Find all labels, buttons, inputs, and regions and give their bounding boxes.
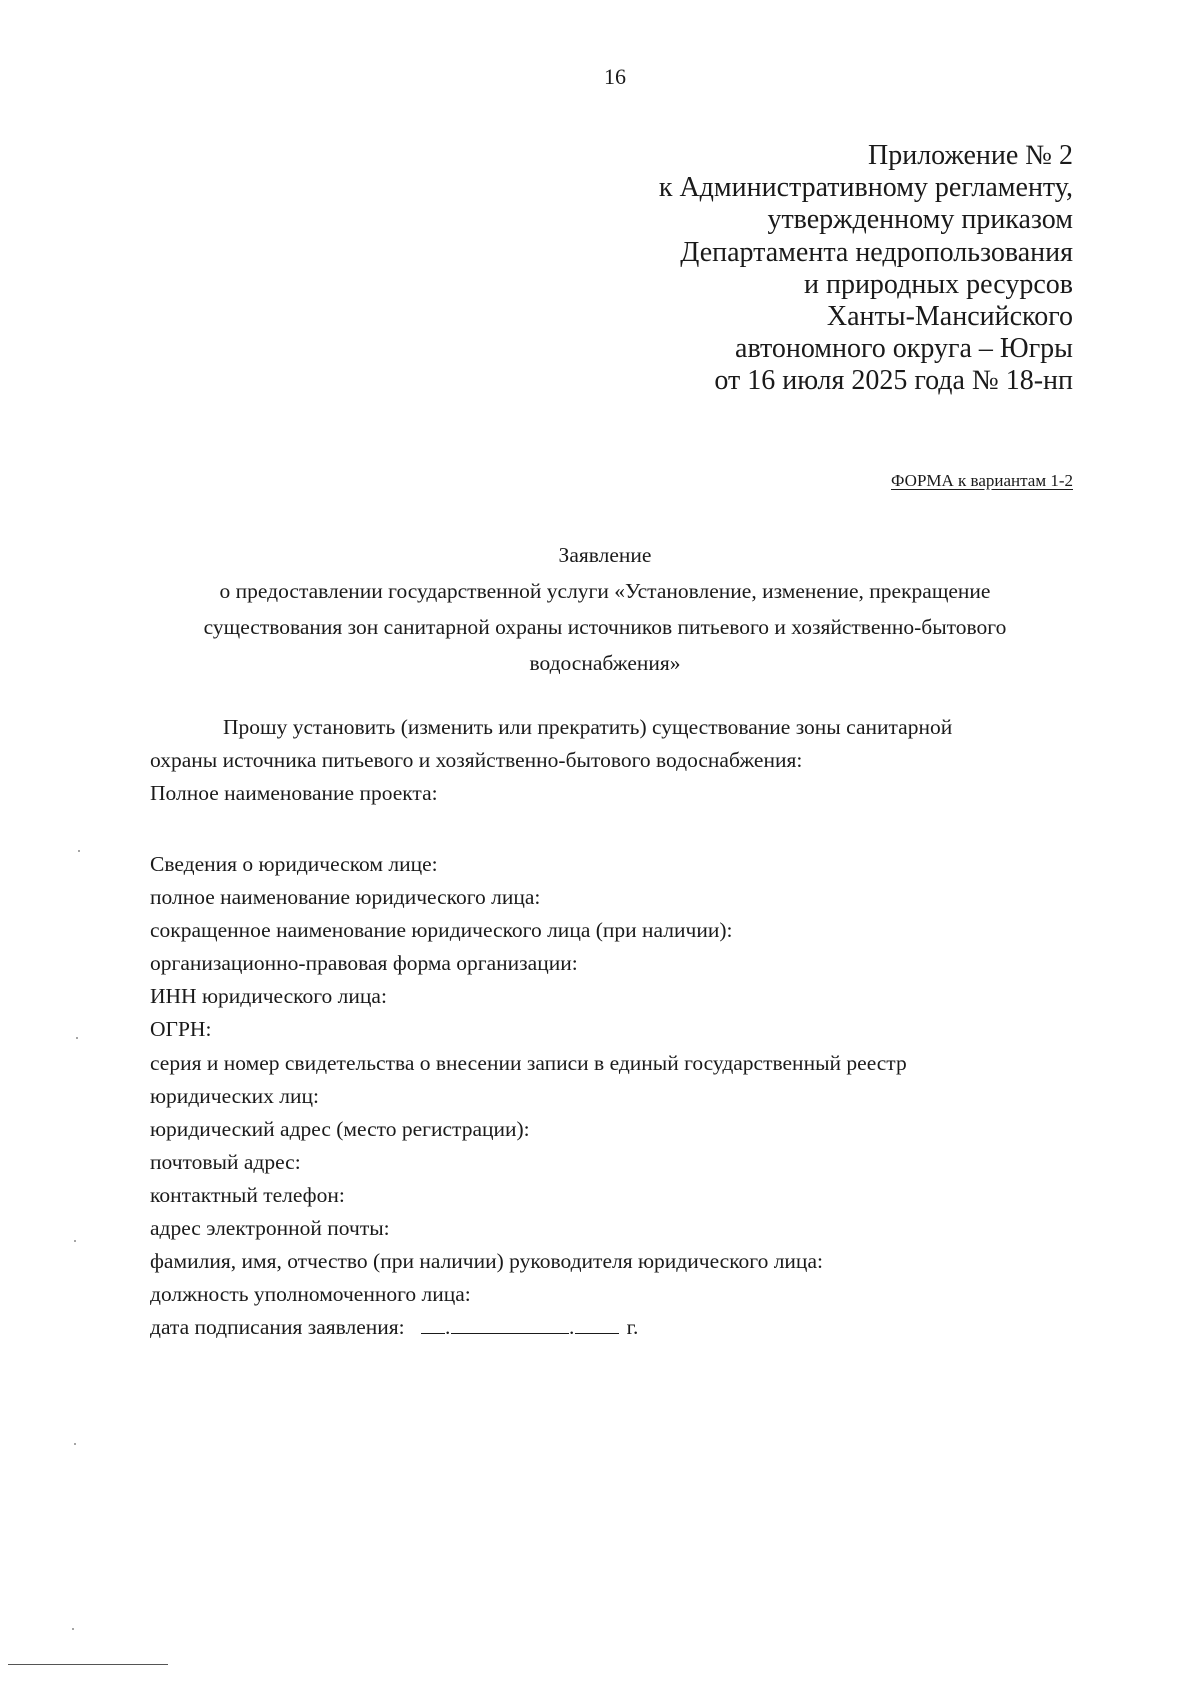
annex-line: автономного округа – Югры xyxy=(735,333,1073,365)
field-legal-form: организационно-правовая форма организации: xyxy=(150,951,578,976)
field-authorized-position: должность уполномоченного лица: xyxy=(150,1282,471,1307)
field-inn: ИНН юридического лица: xyxy=(150,984,387,1009)
field-certificate-cont: юридических лиц: xyxy=(150,1083,319,1108)
request-line: охраны источника питьевого и хозяйственно-бытового водоснабжения: xyxy=(150,748,803,772)
annex-line: и природных ресурсов xyxy=(803,268,1073,300)
legal-entity-fields xyxy=(150,848,1080,1344)
signing-date-line xyxy=(150,1311,1080,1344)
annex-line: Ханты-Мансийского xyxy=(826,301,1073,333)
title-line: существования зон санитарной охраны источников питьевого и хозяйственно-бытового xyxy=(203,615,1007,639)
field-postal-address: почтовый адрес: xyxy=(150,1149,301,1174)
field-certificate: серия и номер свидетельства о внесении записи в единый государственный реестр xyxy=(150,1050,907,1075)
field-short-name: сокращенное наименование юридического лица (при наличии): xyxy=(150,918,733,943)
title-line: водоснабжения» xyxy=(529,651,681,675)
field-legal-address: юридический адрес (место регистрации): xyxy=(150,1116,530,1141)
field-full-name: полное наименование юридического лица: xyxy=(150,885,541,910)
annex-line: от 16 июля 2025 года № 18-нп xyxy=(714,365,1073,397)
annex-line: к Административному регламенту, xyxy=(658,172,1073,204)
scan-artifact-line xyxy=(8,1664,168,1665)
signing-date-label: дата подписания заявления: xyxy=(150,1315,405,1340)
annex-line: Департамента недропользования xyxy=(680,236,1073,268)
year-suffix: г. xyxy=(626,1315,639,1340)
annex-line: Приложение № 2 xyxy=(868,140,1073,171)
title-heading: Заявление xyxy=(558,543,652,567)
request-line: Прошу установить (изменить или прекратить) существование зоны санитарной xyxy=(223,715,953,739)
date-separator: . xyxy=(568,1315,575,1340)
annex-line: утвержденному приказом xyxy=(767,204,1073,236)
project-name-label: Полное наименование проекта: xyxy=(150,781,438,805)
date-day-blank xyxy=(421,1311,445,1334)
scan-speck xyxy=(76,1037,78,1039)
scan-speck xyxy=(74,1240,76,1242)
date-separator: . xyxy=(444,1315,451,1340)
scan-speck xyxy=(78,850,80,852)
field-email: адрес электронной почты: xyxy=(150,1216,390,1241)
field-head-name: фамилия, имя, отчество (при наличии) руководителя юридического лица: xyxy=(150,1249,823,1274)
date-month-blank xyxy=(451,1311,569,1334)
section-heading: Сведения о юридическом лице: xyxy=(150,852,438,876)
field-phone: контактный телефон: xyxy=(150,1182,345,1207)
request-text xyxy=(150,711,1080,810)
scan-speck xyxy=(74,1443,76,1445)
document-title xyxy=(140,537,1070,681)
date-year-blank xyxy=(575,1311,619,1334)
field-ogrn: ОГРН: xyxy=(150,1017,212,1042)
form-variant-label: ФОРМА к вариантам 1-2 xyxy=(891,471,1073,490)
annex-header xyxy=(659,140,1073,398)
page-number: 16 xyxy=(604,64,626,89)
title-line: о предоставлении государственной услуги «Установление, изменение, прекращение xyxy=(219,579,991,603)
scan-speck xyxy=(72,1628,74,1630)
